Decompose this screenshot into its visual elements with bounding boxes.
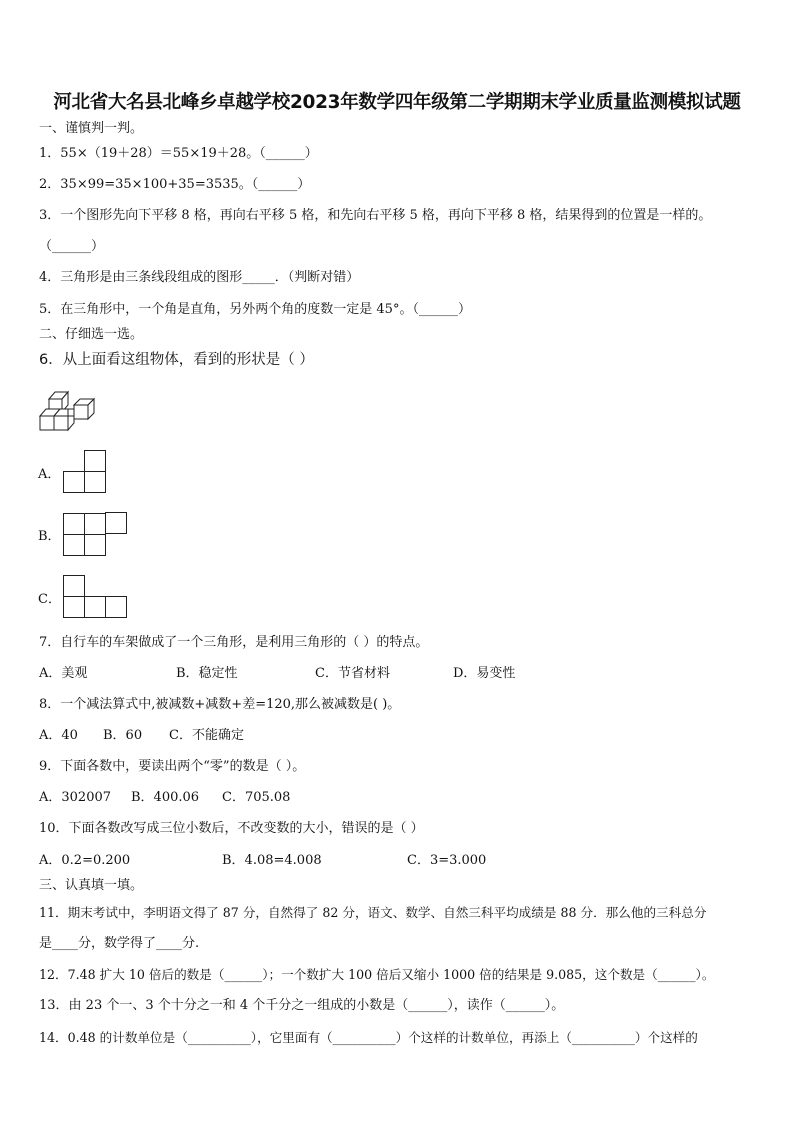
option-c-shape — [62, 574, 128, 620]
question-2: 2．35×99=35×100+35=3535。（______） — [39, 177, 311, 192]
q7-option-b: B．稳定性 — [176, 666, 238, 681]
q9-option-a: A．302007 — [39, 790, 112, 805]
question-13: 13．由 23 个一、3 个十分之一和 4 个千分之一组成的小数是（______），读作（______）。 — [39, 998, 565, 1013]
q10-option-a: A．0.2=0.200 — [39, 853, 131, 868]
q8-option-b: B．60 — [103, 728, 143, 743]
q8-option-c: C．不能确定 — [169, 728, 244, 743]
option-a-label: A． — [38, 467, 61, 482]
q7-option-d: D．易变性 — [453, 666, 516, 681]
question-11-line-1: 11．期末考试中，李明语文得了 87 分，自然得了 82 分，语文、数学、自然三科平均成绩是 88 分．那么他的三科总分 — [39, 905, 707, 920]
q9-option-c: C．705.08 — [222, 790, 291, 805]
option-b-shape — [62, 511, 128, 557]
question-11-line-2: 是____分，数学得了____分. — [39, 936, 200, 951]
question-4: 4．三角形是由三条线段组成的图形_____．（判断对错） — [39, 270, 360, 285]
question-9: 9．下面各数中，要读出两个“零”的数是（ ）。 — [39, 759, 306, 774]
question-7: 7．自行车的车架做成了一个三角形，是利用三角形的（ ）的特点。 — [39, 635, 429, 650]
page-title: 河北省大名县北峰乡卓越学校2023年数学四年级第二学期期末学业质量监测模拟试题 — [53, 92, 741, 113]
question-10: 10．下面各数改写成三位小数后，不改变数的大小，错误的是（ ） — [39, 821, 424, 836]
question-3-line-1: 3．一个图形先向下平移 8 格，再向右平移 5 格，和先向右平移 5 格，再向下平移 8 格，结果得到的位置是一样的。 — [39, 208, 712, 223]
question-3-line-2: （______） — [39, 239, 105, 254]
q10-option-b: B．4.08=4.008 — [222, 853, 322, 868]
question-8: 8．一个减法算式中,被减数+减数+差=120,那么被减数是( )。 — [39, 697, 401, 712]
q7-option-a: A．美观 — [39, 666, 88, 681]
q8-option-a: A．40 — [39, 728, 78, 743]
section-heading-1: 一、谨慎判一判。 — [39, 121, 144, 136]
question-1: 1．55×（19＋28）＝55×19＋28。（______） — [39, 146, 318, 161]
cube-stack-figure — [38, 385, 102, 433]
question-12: 12．7.48 扩大 10 倍后的数是（______）；一个数扩大 100 倍后又缩小 1000 倍的结果是 9.085，这个数是（______）。 — [39, 967, 715, 982]
option-a-shape — [63, 449, 107, 493]
option-b-label: B． — [38, 529, 61, 544]
section-heading-3: 三、认真填一填。 — [39, 878, 144, 893]
question-6: 6．从上面看这组物体，看到的形状是（ ） — [39, 352, 314, 368]
question-14: 14．0.48 的计数单位是（__________），它里面有（__________）个这样的计数单位，再添上（__________）个这样的 — [39, 1030, 698, 1045]
q9-option-b: B．400.06 — [131, 790, 200, 805]
q7-option-c: C．节省材料 — [315, 666, 390, 681]
option-c-label: C． — [38, 592, 61, 607]
question-5: 5．在三角形中，一个角是直角，另外两个角的度数一定是 45°。（______） — [39, 302, 471, 317]
q10-option-c: C．3=3.000 — [407, 853, 487, 868]
section-heading-2: 二、仔细选一选。 — [39, 327, 144, 342]
